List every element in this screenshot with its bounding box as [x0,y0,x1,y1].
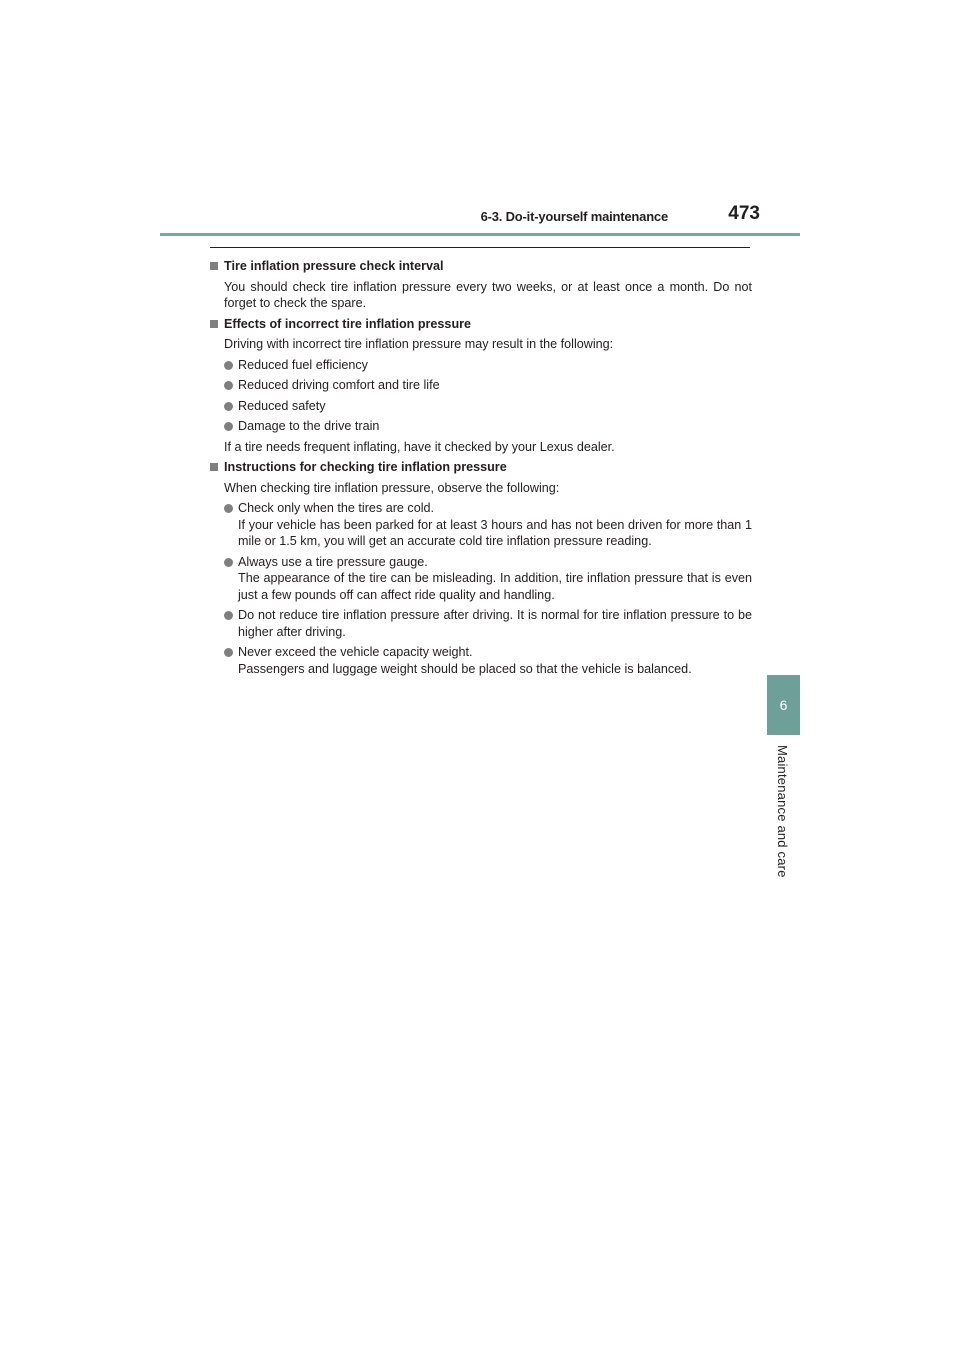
page-content [210,258,752,681]
square-bullet-icon [210,262,218,270]
list-item-title: Check only when the tires are cold. [238,501,435,515]
round-bullet-icon [224,611,233,620]
list-item-detail: Passengers and luggage weight should be placed so that the vehicle is balanced. [238,661,692,676]
section-heading-text: Tire inflation pressure check interval [224,259,444,273]
list-item-detail: If your vehicle has been parked for at least 3 hours and has not been driven for more than 1 mile or 1.5 km, you will get an accurate cold tire inflation pressure reading. [238,517,752,548]
section-paragraph: You should check tire inflation pressure every two weeks, or at least once a month. Do not forget to check the spare. [224,279,752,310]
list-item [210,357,752,374]
list-item [210,554,752,604]
list-item-detail: The appearance of the tire can be misleading. In addition, tire inflation pressure that is even just a few pounds off can affect ride quality and handling. [238,571,752,602]
list-item [210,377,752,394]
list-item [210,398,752,415]
list-item-title: Do not reduce tire inflation pressure after driving. It is normal for tire inflation pressure to be higher after driving. [238,608,752,639]
section-outro: If a tire needs frequent inflating, have it checked by your Lexus dealer. [224,439,615,454]
round-bullet-icon [224,648,233,657]
round-bullet-icon [224,402,233,411]
list-item-text: Reduced safety [238,398,326,413]
list-item-title: Never exceed the vehicle capacity weight. [238,645,473,659]
page-number: 473 [728,203,760,224]
list-item-text: Damage to the drive train [238,419,380,433]
list-item-title: Always use a tire pressure gauge. [238,554,428,569]
header-rule [160,233,800,236]
section-check-interval [210,258,752,312]
list-item [210,607,752,640]
round-bullet-icon [224,558,233,567]
section-checking-instructions [210,459,752,677]
square-bullet-icon [210,463,218,471]
section-intro: When checking tire inflation pressure, observe the following: [224,480,560,495]
list-item [210,418,752,435]
section-heading-text: Instructions for checking tire inflation pressure [224,460,507,474]
content-top-rule [210,247,750,248]
section-heading [210,316,752,333]
list-item-text: Reduced driving comfort and tire life [238,378,440,392]
section-intro: Driving with incorrect tire inflation pressure may result in the following: [224,337,614,351]
square-bullet-icon [210,320,218,328]
header-section-title: 6-3. Do-it-yourself maintenance [480,209,668,224]
section-heading-text: Effects of incorrect tire inflation pressure [224,316,472,331]
round-bullet-icon [224,504,233,513]
round-bullet-icon [224,381,233,390]
section-heading [210,459,752,476]
chapter-label: Maintenance and care [775,745,790,878]
section-incorrect-pressure-effects [210,316,752,456]
round-bullet-icon [224,361,233,370]
list-item [210,644,752,677]
round-bullet-icon [224,422,233,431]
section-heading [210,258,752,275]
list-item-text: Reduced fuel efficiency [238,357,368,372]
list-item [210,500,752,550]
chapter-tab: 6 [767,675,800,735]
